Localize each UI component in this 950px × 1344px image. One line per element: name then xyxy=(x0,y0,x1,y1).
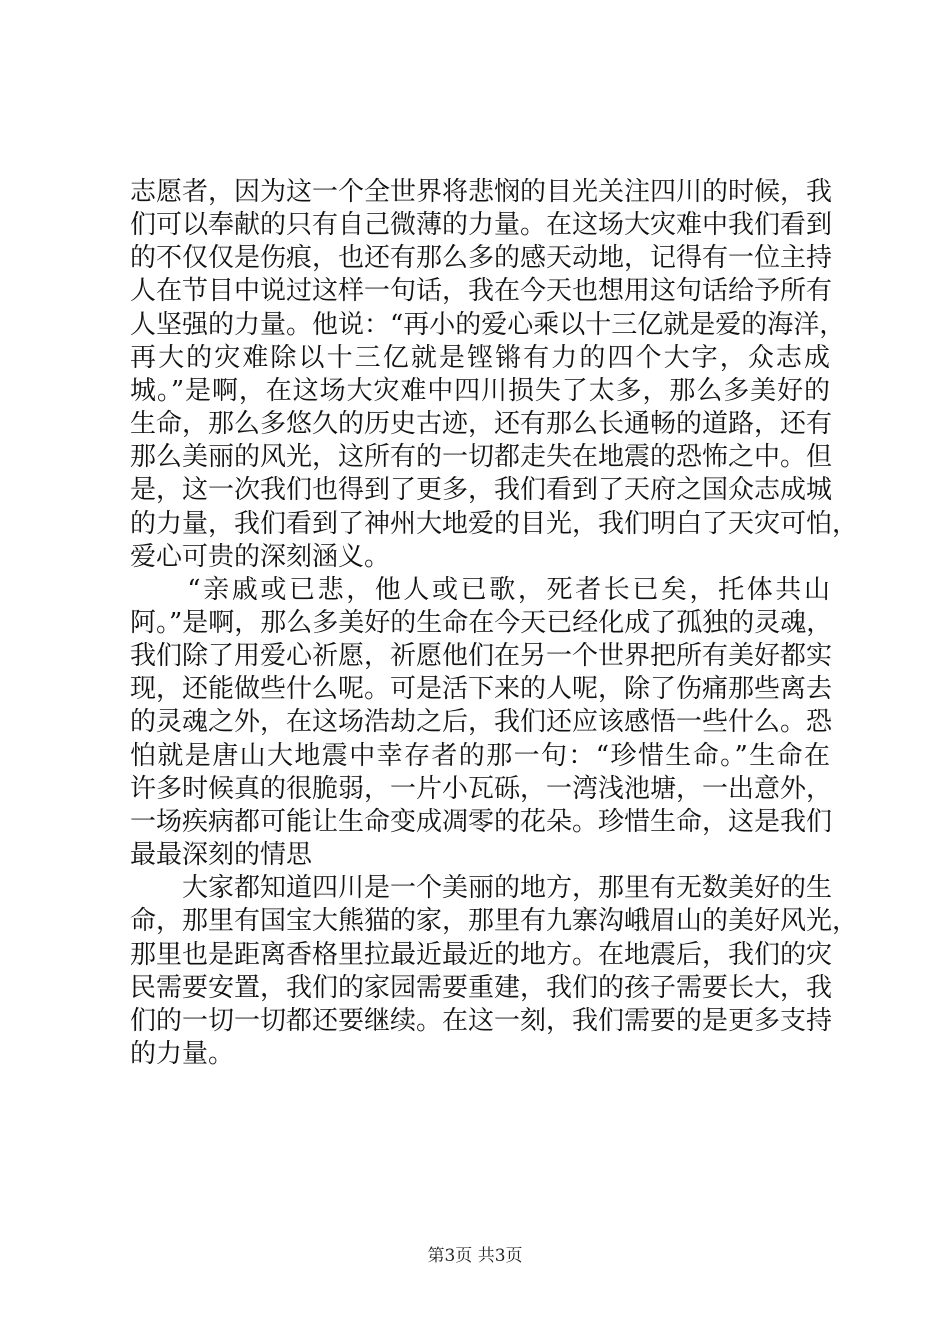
text-line: 人坚强的力量。他说：“再小的爱心乘以十三亿就是爱的海洋， xyxy=(130,309,846,340)
text-line: 那里也是距离香格里拉最近最近的地方。在地震后，我们的灾 xyxy=(130,939,833,970)
text-line: 志愿者，因为这一个全世界将悲悯的目光关注四川的时候，我 xyxy=(130,177,833,207)
text-line: “亲戚或已悲，他人或已歌，死者长已矣，托体共山 xyxy=(130,574,830,605)
text-line: 怕就是唐山大地震中幸存者的那一句：“珍惜生命。”生命在 xyxy=(130,740,830,771)
text-line: 的力量。 xyxy=(130,1039,235,1069)
text-line: 的不仅仅是伤痕，也还有那么多的感天动地，记得有一位主持 xyxy=(130,243,833,274)
text-line: 人在节目中说过这样一句话，我在今天也想用这句话给予所有 xyxy=(130,276,833,307)
text-line: 的灵魂之外，在这场浩劫之后，我们还应该感悟一些什么。恐 xyxy=(130,707,833,738)
text-line: 生命，那么多悠久的历史古迹，还有那么长通畅的道路，还有 xyxy=(130,409,833,440)
text-line: 们可以奉献的只有自己微薄的力量。在这场大灾难中我们看到 xyxy=(130,210,833,241)
text-line: 城。”是啊，在这场大灾难中四川损失了太多，那么多美好的 xyxy=(130,375,830,406)
text-line: 现，还能做些什么呢。可是活下来的人呢，除了伤痛那些离去 xyxy=(130,674,833,705)
text-line: 的力量，我们看到了神州大地爱的目光，我们明白了天灾可怕， xyxy=(130,508,859,539)
text-line: 大家都知道四川是一个美丽的地方，那里有无数美好的生 xyxy=(130,873,833,904)
text-line: 一场疾病都可能让生命变成凋零的花朵。珍惜生命，这是我们 xyxy=(130,806,833,837)
text-line: 那么美丽的风光，这所有的一切都走失在地震的恐怖之中。但 xyxy=(130,442,833,473)
text-line: 阿。”是啊，那么多美好的生命在今天已经化成了孤独的灵魂， xyxy=(130,608,833,638)
text-line: 命，那里有国宝大熊猫的家，那里有九寨沟峨眉山的美好风光， xyxy=(130,906,859,937)
text-line: 爱心可贵的深刻涵义。 xyxy=(130,541,391,572)
text-line: 民需要安置，我们的家园需要重建，我们的孩子需要长大，我 xyxy=(130,972,833,1003)
text-line: 许多时候真的很脆弱，一片小瓦砾，一湾浅池塘，一出意外， xyxy=(130,773,833,804)
text-line: 再大的灾难除以十三亿就是铿锵有力的四个大字，众志成 xyxy=(130,342,830,373)
text-line: 最最深刻的情思 xyxy=(130,840,313,871)
text-line: 我们除了用爱心祈愿，祈愿他们在另一个世界把所有美好都实 xyxy=(130,641,833,672)
page-number: 第3页 共3页 xyxy=(427,1246,523,1266)
text-line: 们的一切一切都还要继续。在这一刻，我们需要的是更多支持 xyxy=(130,1005,833,1036)
text-line: 是，这一次我们也得到了更多，我们看到了天府之国众志成城 xyxy=(130,475,833,506)
